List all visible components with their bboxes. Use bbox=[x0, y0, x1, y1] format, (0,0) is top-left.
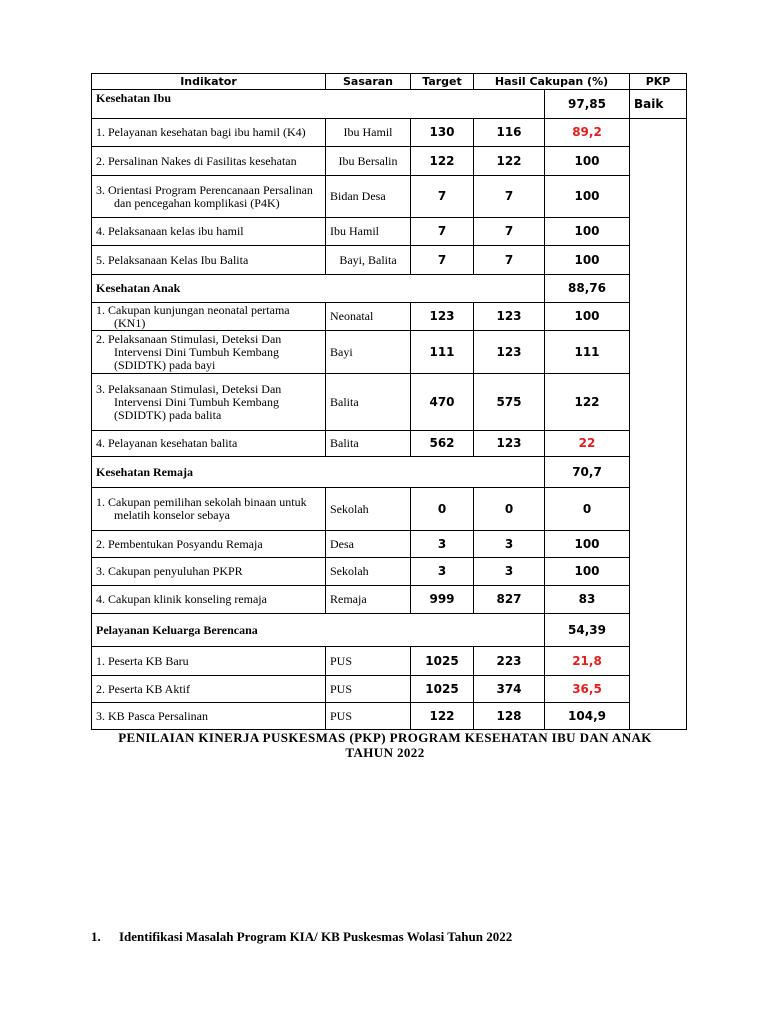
section-title: Pelayanan Keluarga Berencana bbox=[92, 614, 545, 647]
table-row bbox=[92, 647, 687, 676]
indikator-cell bbox=[92, 147, 326, 176]
target-cell: 122 bbox=[411, 703, 474, 730]
cakupan-cell: 100 bbox=[545, 147, 630, 176]
sasaran-cell: Balita bbox=[326, 431, 411, 457]
indikator-text: 3. Cakupan penyuluhan PKPR bbox=[96, 564, 243, 578]
target-cell: 0 bbox=[411, 488, 474, 531]
indikator-text: 2. Pelaksanaan Stimulasi, Deteksi Dan Intervensi Dini Tumbuh Kembang (SDIDTK) pada bayi bbox=[96, 331, 282, 372]
hasil-cell: 7 bbox=[474, 246, 545, 275]
pkp-column-empty bbox=[630, 119, 687, 730]
table-row bbox=[92, 246, 687, 275]
target-cell: 1025 bbox=[411, 676, 474, 703]
table-row bbox=[92, 703, 687, 730]
cakupan-cell: 21,8 bbox=[545, 647, 630, 676]
target-cell: 7 bbox=[411, 176, 474, 218]
indikator-cell bbox=[92, 586, 326, 614]
sasaran-cell: Desa bbox=[326, 531, 411, 558]
table-row bbox=[92, 586, 687, 614]
header-target: Target bbox=[411, 74, 474, 90]
hasil-cell: 3 bbox=[474, 558, 545, 586]
target-cell: 123 bbox=[411, 303, 474, 331]
sasaran-cell: Remaja bbox=[326, 586, 411, 614]
identifikasi-heading bbox=[91, 929, 512, 945]
hasil-cell: 123 bbox=[474, 331, 545, 374]
cakupan-cell: 36,5 bbox=[545, 676, 630, 703]
hasil-cell: 123 bbox=[474, 431, 545, 457]
hasil-cell: 3 bbox=[474, 531, 545, 558]
indikator-text: 4. Pelayanan kesehatan balita bbox=[96, 436, 238, 450]
table-row bbox=[92, 218, 687, 246]
hasil-cell: 7 bbox=[474, 218, 545, 246]
cakupan-cell: 100 bbox=[545, 176, 630, 218]
indikator-cell bbox=[92, 531, 326, 558]
target-cell: 7 bbox=[411, 246, 474, 275]
indikator-cell bbox=[92, 218, 326, 246]
indikator-text: 1. Pelayanan kesehatan bagi ibu hamil (K4) bbox=[96, 125, 306, 139]
sasaran-cell: PUS bbox=[326, 676, 411, 703]
hasil-cell: 827 bbox=[474, 586, 545, 614]
hasil-cell: 122 bbox=[474, 147, 545, 176]
cakupan-cell: 100 bbox=[545, 246, 630, 275]
target-cell: 3 bbox=[411, 558, 474, 586]
target-cell: 111 bbox=[411, 331, 474, 374]
indikator-cell bbox=[92, 431, 326, 457]
sasaran-cell: Sekolah bbox=[326, 558, 411, 586]
section-score: 70,7 bbox=[545, 457, 630, 488]
indikator-text: 1. Peserta KB Baru bbox=[96, 653, 189, 668]
indikator-text: 4. Pelaksanaan kelas ibu hamil bbox=[96, 224, 244, 238]
indikator-cell bbox=[92, 558, 326, 586]
indikator-text: 2. Pembentukan Posyandu Remaja bbox=[96, 536, 263, 551]
cakupan-cell: 100 bbox=[545, 558, 630, 586]
table-row bbox=[92, 431, 687, 457]
identifikasi-number: 1. bbox=[91, 929, 101, 944]
indikator-text: 5. Pelaksanaan Kelas Ibu Balita bbox=[96, 252, 249, 267]
cakupan-cell: 100 bbox=[545, 218, 630, 246]
indikator-text: 3. Pelaksanaan Stimulasi, Deteksi Dan Intervensi Dini Tumbuh Kembang (SDIDTK) pada balita bbox=[96, 381, 282, 422]
header-sasaran: Sasaran bbox=[326, 74, 411, 90]
section-title: Kesehatan Anak bbox=[92, 275, 545, 303]
section-row-kesehatan-ibu bbox=[92, 90, 687, 119]
sasaran-cell: Neonatal bbox=[326, 303, 411, 331]
indikator-text: 3. KB Pasca Persalinan bbox=[96, 708, 208, 723]
sasaran-cell: Sekolah bbox=[326, 488, 411, 531]
target-cell: 3 bbox=[411, 531, 474, 558]
table-row bbox=[92, 331, 687, 374]
indikator-cell bbox=[92, 374, 326, 431]
indikator-text: 1. Cakupan pemilihan sekolah binaan untuk melatih konselor sebaya bbox=[96, 495, 307, 522]
cakupan-cell: 122 bbox=[545, 374, 630, 431]
sasaran-cell: PUS bbox=[326, 647, 411, 676]
target-cell: 562 bbox=[411, 431, 474, 457]
pkp-table bbox=[91, 73, 687, 730]
sasaran-cell: Bidan Desa bbox=[326, 176, 411, 218]
target-cell: 1025 bbox=[411, 647, 474, 676]
section-score: 54,39 bbox=[545, 614, 630, 647]
indikator-cell bbox=[92, 246, 326, 275]
cakupan-cell: 100 bbox=[545, 531, 630, 558]
table-header-row bbox=[92, 74, 687, 90]
cakupan-cell: 100 bbox=[545, 303, 630, 331]
cakupan-cell: 0 bbox=[545, 488, 630, 531]
table-row bbox=[92, 374, 687, 431]
indikator-cell bbox=[92, 647, 326, 676]
indikator-text: 1. Cakupan kunjungan neonatal pertama (KN1) bbox=[96, 302, 290, 330]
indikator-cell bbox=[92, 488, 326, 531]
cakupan-cell: 104,9 bbox=[545, 703, 630, 730]
indikator-cell bbox=[92, 703, 326, 730]
hasil-cell: 7 bbox=[474, 176, 545, 218]
table-row bbox=[92, 303, 687, 331]
cakupan-cell: 83 bbox=[545, 586, 630, 614]
indikator-cell bbox=[92, 676, 326, 703]
table-row bbox=[92, 558, 687, 586]
hasil-cell: 123 bbox=[474, 303, 545, 331]
indikator-text: 3. Orientasi Program Perencanaan Persalinan dan pencegahan komplikasi (P4K) bbox=[96, 182, 313, 210]
table-row bbox=[92, 531, 687, 558]
hasil-cell: 0 bbox=[474, 488, 545, 531]
sasaran-cell: Balita bbox=[326, 374, 411, 431]
cakupan-cell: 22 bbox=[545, 431, 630, 457]
table-row bbox=[92, 119, 687, 147]
sasaran-cell: Ibu Hamil bbox=[326, 119, 411, 147]
target-cell: 999 bbox=[411, 586, 474, 614]
table-row bbox=[92, 488, 687, 531]
indikator-text: 2. Peserta KB Aktif bbox=[96, 681, 190, 696]
section-title: Kesehatan Remaja bbox=[92, 457, 545, 488]
section-score: 88,76 bbox=[545, 275, 630, 303]
cakupan-cell: 89,2 bbox=[545, 119, 630, 147]
sasaran-cell: Bayi, Balita bbox=[326, 246, 411, 275]
header-hasil-cakupan: Hasil Cakupan (%) bbox=[474, 74, 630, 90]
hasil-cell: 128 bbox=[474, 703, 545, 730]
table-caption: PENILAIAN KINERJA PUSKESMAS (PKP) PROGRAM KESEHATAN IBU DAN ANAK TAHUN 2022 bbox=[118, 730, 652, 760]
header-pkp: PKP bbox=[630, 74, 687, 90]
table-row bbox=[92, 676, 687, 703]
section-score: 97,85 bbox=[545, 90, 630, 119]
sasaran-cell: Ibu Hamil bbox=[326, 218, 411, 246]
hasil-cell: 575 bbox=[474, 374, 545, 431]
sasaran-cell: Ibu Bersalin bbox=[326, 147, 411, 176]
section-row-keluarga-berencana bbox=[92, 614, 687, 647]
identifikasi-text: Identifikasi Masalah Program KIA/ KB Puskesmas Wolasi Tahun 2022 bbox=[119, 929, 513, 944]
sasaran-cell: PUS bbox=[326, 703, 411, 730]
hasil-cell: 116 bbox=[474, 119, 545, 147]
table-row bbox=[92, 176, 687, 218]
target-cell: 7 bbox=[411, 218, 474, 246]
indikator-cell bbox=[92, 303, 326, 331]
section-row-kesehatan-remaja bbox=[92, 457, 687, 488]
hasil-cell: 374 bbox=[474, 676, 545, 703]
indikator-cell bbox=[92, 331, 326, 374]
table-row bbox=[92, 147, 687, 176]
target-cell: 130 bbox=[411, 119, 474, 147]
section-title: Kesehatan Ibu bbox=[92, 90, 545, 119]
indikator-text: 2. Persalinan Nakes di Fasilitas kesehatan bbox=[96, 153, 297, 168]
section-row-kesehatan-anak bbox=[92, 275, 687, 303]
indikator-cell bbox=[92, 176, 326, 218]
target-cell: 122 bbox=[411, 147, 474, 176]
sasaran-cell: Bayi bbox=[326, 331, 411, 374]
pkp-value: Baik bbox=[630, 90, 687, 119]
hasil-cell: 223 bbox=[474, 647, 545, 676]
target-cell: 470 bbox=[411, 374, 474, 431]
cakupan-cell: 111 bbox=[545, 331, 630, 374]
header-indikator: Indikator bbox=[92, 74, 326, 90]
indikator-cell bbox=[92, 119, 326, 147]
indikator-text: 4. Cakupan klinik konseling remaja bbox=[96, 592, 267, 606]
